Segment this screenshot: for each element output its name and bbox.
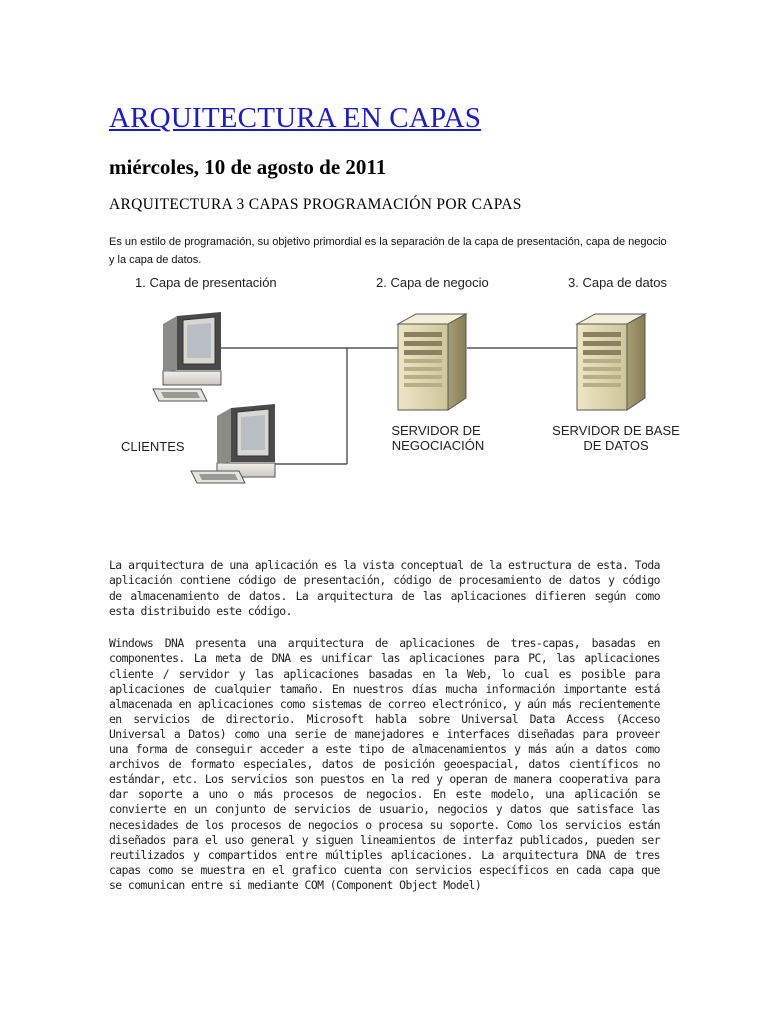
negotiation-server-label-line2: NEGOCIACIÓN [391,438,485,453]
layer-1-label: 1. Capa de presentación [135,275,277,290]
layer-2-label: 2. Capa de negocio [376,275,489,290]
server-icon [577,314,645,410]
post-date: miércoles, 10 de agosto de 2011 [109,155,387,179]
clients-label: CLIENTES [121,439,185,454]
client-computer-icon [153,312,221,401]
layer-3-label: 3. Capa de datos [568,275,668,290]
db-server-label-line1: SERVIDOR DE BASE [552,423,680,438]
intro-paragraph: Es un estilo de programación, su objetivo primordial es la separación de la capa de presentación, capa de negocio y la capa de datos. [109,236,667,266]
three-tier-architecture-diagram [105,268,690,516]
post-heading: ARQUITECTURA 3 CAPAS PROGRAMACIÓN POR CAPAS [109,196,522,213]
client-computer-icon [191,404,275,483]
body-paragraph-2: Windows DNA presenta una arquitectura de aplicaciones de tres-capas, basadas en componentes. La meta de DNA es unificar las aplicaciones para PC, las aplicaciones cliente / servidor y las aplicaciones basadas en la Web, lo cual es posible para aplicaciones de cualquier tamaño. En nuestros días mucha información importante está almacenada en aplicaciones como sistemas de correo electrónico, y aún más recientemente en servicios de directorio. Microsoft habla sobre Universal Data Access (Acceso Universal a Datos) como una serie de manejadores e interfaces diseñadas para proveer una forma de conseguir acceder a este tipo de almacenamientos y más aún a datos como archivos de formato especiales, datos de posición geoespacial, datos científicos no estándar, etc. Los servicios son puestos en la red y operan de manera cooperativa para dar soporte a uno o más procesos de negocios. En este modelo, una aplicación se convierte en un conjunto de servicios de usuario, negocios y datos que satisface las necesidades de los procesos de negocios o procesa su soporte. Como los servicios están diseñados para el uso general y siguen lineamientos de interfaz publicados, pueden ser reutilizados y compartidos entre múltiples aplicaciones. La arquitectura DNA de tres capas como se muestra en el grafico cuenta con servicios específicos en cada capa que se comunican entre si mediante COM (Component Object Model) [109,636,660,892]
blog-title-link[interactable]: ARQUITECTURA EN CAPAS [109,102,482,134]
server-icon [398,314,466,410]
body-paragraph-1: La arquitectura de una aplicación es la vista conceptual de la estructura de esta. Toda aplicación contiene código de presentación, código de procesamiento de datos y código de almacenamiento de datos. La arquitectura de las aplicaciones difieren según como esta distribuido este código. [109,558,660,618]
db-server-label-line2: DE DATOS [583,438,649,453]
negotiation-server-label-line1: SERVIDOR DE [391,423,481,438]
